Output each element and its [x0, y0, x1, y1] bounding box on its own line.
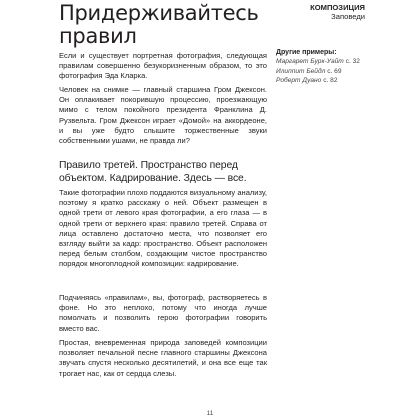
- sidebar-example-item: [276, 67, 376, 76]
- page-title: [59, 2, 279, 48]
- section-subheading: Правило третей. Пространство перед объектом. Кадрирование. Здесь — все.: [59, 160, 247, 184]
- sidebar-examples: [276, 48, 376, 85]
- intro-paragraph: Если и существует портретная фотография, следующая правилам совершенно безукоризненным образом, то это фотография Эда Кларка.: [59, 51, 267, 81]
- example-page-ref: с. 82: [323, 76, 338, 84]
- sidebar-example-item: [276, 57, 376, 66]
- page-number: 11: [206, 410, 214, 417]
- page-title-line-2: правил: [59, 24, 137, 48]
- example-page-ref: с. 32: [345, 58, 360, 66]
- sidebar-heading: Другие примеры:: [276, 49, 337, 56]
- example-author: Роберт Дуано: [276, 76, 322, 84]
- example-page-ref: с. 69: [327, 67, 342, 75]
- body-paragraph: Простая, вневременная природа заповедей композиции позволяет печальной песне главного старшины Джексона звучать спустя несколько десятилетий, и она все еще так трогает нас, как от сердца слезы.: [59, 338, 267, 378]
- sidebar-example-item: [276, 76, 376, 85]
- subsection-label: Заповеди: [331, 12, 365, 21]
- body-paragraph: Такие фотографии плохо поддаются визуальному анализу, поэтому я кратко расскажу о ней. Объект размещен в одной трети от левого края фотографии, а его глаза — в одной трети от верхнего края: правило третей. Справа от лица оставлено достаточно места, что позволяет его взгляду выйти за кадр: пространство. Объект расположен перед белым столбом, создающим чистое пространство порядок многоплодной композиции: кадрирование.: [59, 188, 267, 269]
- example-author: Илиппит Бейдл: [276, 67, 326, 75]
- body-paragraph: Человек на снимке — главный старшина Гром Джексон. Он оплакивает покорившую процессию, проезжающую мимо с телом покойного президента Франклина Д. Рузвельта. Гром Джексон играет «Домой» на аккордеоне, и вы уже будто слышите торжественные звуки собственными ушами, не правда ли?: [59, 85, 267, 146]
- example-author: Маргарет Бурк-Уайт: [276, 58, 344, 66]
- body-paragraph: Подчиняясь «правилам», вы, фотограф, растворяетесь в фоне. Но это неплохо, потому что иногда лучше помолчать и позволить герою фотографии говорить вместо вас.: [59, 293, 267, 333]
- section-label: КОМПОЗИЦИЯ: [310, 3, 365, 12]
- page-title-line-1: Придерживайтесь: [59, 1, 259, 25]
